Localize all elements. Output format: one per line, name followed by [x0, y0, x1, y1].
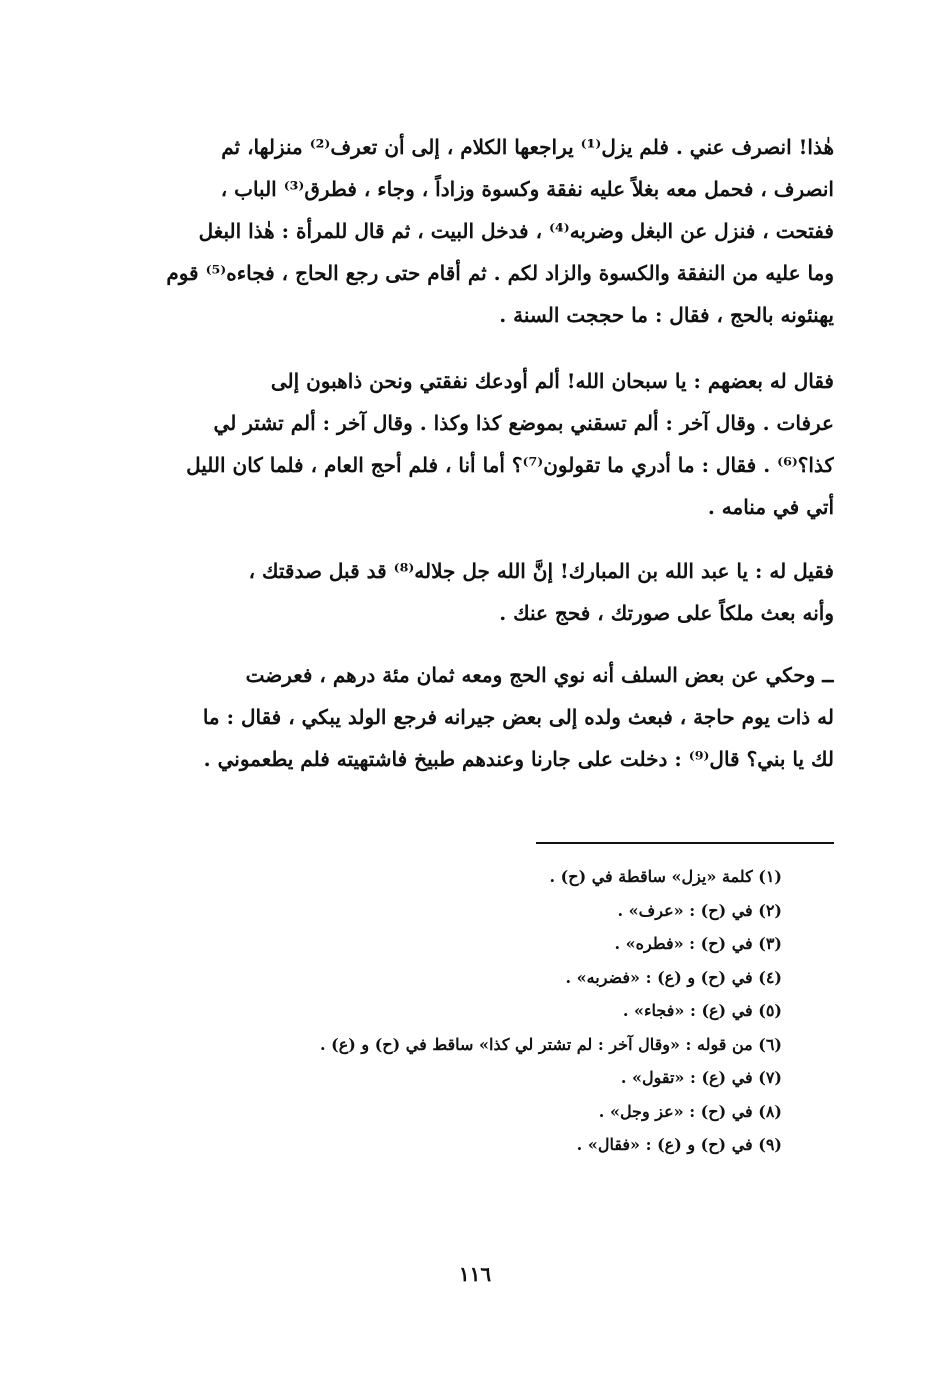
footnote-separator [536, 842, 834, 844]
text-line: لك يا بني؟ قال⁽⁹⁾ : دخلت على جارنا وعندهم طبيخ فاشتهيته فلم يطعموني . [203, 747, 834, 771]
text-line: عرفات . وقال آخر : ألم تسقني بموضع كذا وكذا . وقال آخر : ألم تشتر لي [213, 411, 834, 435]
text-line: انصرف ، فحمل معه بغلاً عليه نفقة وكسوة وزاداً ، وجاء ، فطرق⁽³⁾ الباب ، [220, 177, 834, 201]
footnote-1: (١) كلمة «يزل» ساقطة في (ح) . [549, 867, 782, 886]
paragraph-4 [108, 654, 834, 780]
footnote-7: (٧) في (ع) : «تقول» . [620, 1068, 782, 1087]
footnote-2: (٢) في (ح) : «عرف» . [617, 900, 782, 920]
page-number: ١١٦ [458, 1262, 492, 1286]
text-line: وأنه بعث ملكاً على صورتك ، فحج عنك . [499, 601, 834, 625]
footnote-9: (٩) في (ح) و (ع) : «فقال» . [576, 1135, 782, 1154]
footnote-6: (٦) من قوله : «وقال آخر : لم تشتر لي كذا» ساقط في (ح) و (ع) . [320, 1034, 782, 1054]
text-line: فقيل له : يا عبد الله بن المبارك! إنَّ الله جل جلاله⁽⁸⁾ قد قبل صدقتك ، [248, 559, 834, 583]
paragraph-3 [108, 550, 834, 634]
footnote-4: (٤) في (ح) و (ع) : «فضربه» . [565, 967, 782, 987]
footnotes [200, 860, 782, 1162]
paragraph-spacer [108, 634, 834, 654]
paragraph-spacer [108, 528, 834, 550]
text-line: أتي في منامه . [707, 495, 834, 519]
text-line: له ذات يوم حاجة ، فبعث ولده إلى بعض جيرانه فرجع الولد يبكي ، فقال : ما [202, 705, 834, 729]
text-line: يهنئونه بالحج ، فقال : ما حججت السنة . [499, 303, 834, 327]
text-line: ــ وحكي عن بعض السلف أنه نوي الحج ومعه ثمان مئة درهم ، فعرضت [245, 663, 834, 687]
paragraph-2 [108, 360, 834, 528]
text-line: هٰذا! انصرف عني . فلم يزل⁽¹⁾ يراجعها الكلام ، إلى أن تعرف⁽²⁾ منزلها، ثم [221, 135, 834, 159]
footnote-5: (٥) في (ع) : «فجاء» . [622, 1001, 782, 1020]
footnote-8: (٨) في (ح) : «عز وجل» . [598, 1101, 782, 1121]
text-line: ففتحت ، فنزل عن البغل وضربه⁽⁴⁾ ، فدخل البيت ، ثم قال للمرأة : هٰذا البغل [198, 219, 834, 243]
text-line: فقال له بعضهم : يا سبحان الله! ألم أودعك نفقتي ونحن ذاهبون إلى [270, 369, 834, 393]
paragraph-spacer [108, 336, 834, 360]
text-line: وما عليه من النفقة والكسوة والزاد لكم . ثم أقام حتى رجع الحاج ، فجاءه⁽⁵⁾ قوم [166, 261, 834, 285]
footnote-3: (٣) في (ح) : «فطره» . [614, 934, 782, 953]
paragraph-1 [108, 126, 834, 336]
text-line: كذا؟⁽⁶⁾ . فقال : ما أدري ما تقولون⁽⁷⁾؟ أما أنا ، فلم أحج العام ، فلما كان الليل [186, 453, 834, 477]
main-text [108, 126, 834, 780]
